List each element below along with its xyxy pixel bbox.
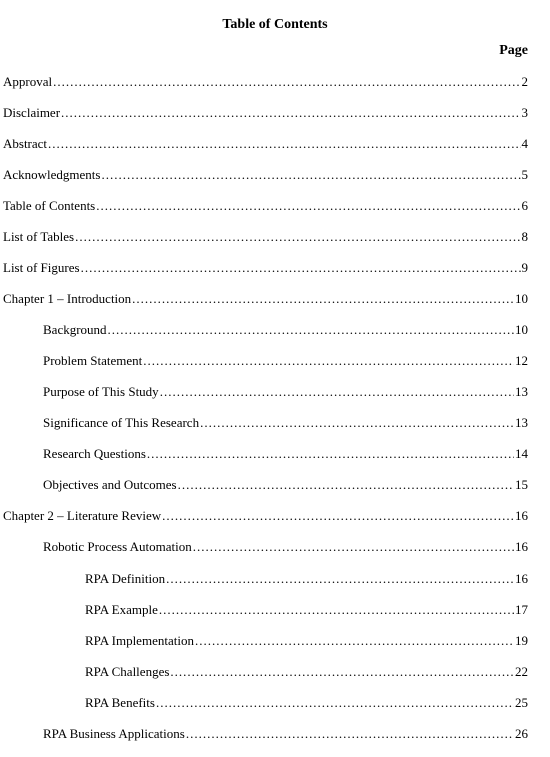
- dot-leader: [132, 289, 514, 309]
- toc-entry-label: Approval: [3, 74, 53, 89]
- toc-entry-label: Disclaimer: [3, 105, 61, 120]
- toc-entry-page: 2: [521, 74, 528, 89]
- toc-entry-page: 13: [515, 415, 528, 430]
- toc-entry-label: Background: [43, 322, 107, 337]
- dot-leader: [96, 196, 520, 216]
- toc-entry-page: 10: [515, 291, 528, 306]
- toc-entry-rpa-benefits[interactable]: [85, 693, 528, 713]
- toc-entry-label: RPA Implementation: [85, 633, 194, 648]
- toc-entry-page: 16: [515, 539, 528, 554]
- dot-leader: [147, 444, 514, 464]
- dot-leader: [156, 693, 514, 713]
- toc-entry-label: Significance of This Research: [43, 415, 200, 430]
- toc-entry-label: Purpose of This Study: [43, 384, 159, 399]
- dot-leader: [160, 382, 514, 402]
- toc-entry-page: 26: [515, 726, 528, 741]
- dot-leader: [61, 103, 520, 123]
- toc-entry-label: List of Tables: [3, 229, 75, 244]
- toc-entry-acknowledgments[interactable]: [3, 165, 528, 185]
- toc-entry-page: 6: [521, 198, 528, 213]
- dot-leader: [159, 600, 514, 620]
- toc-entry-page: 25: [515, 695, 528, 710]
- toc-entry-page: 4: [521, 136, 528, 151]
- toc-entry-page: 3: [521, 105, 528, 120]
- dot-leader: [53, 72, 520, 92]
- toc-entry-chapter-2[interactable]: [3, 506, 528, 526]
- toc-entry-rpa-implementation[interactable]: [85, 631, 528, 651]
- toc-entry-page: 16: [515, 571, 528, 586]
- toc-entry-objectives-and-outcomes[interactable]: [43, 475, 528, 495]
- toc-entry-rpa-definition[interactable]: [85, 569, 528, 589]
- toc-entry-problem-statement[interactable]: [43, 351, 528, 371]
- toc-entry-page: 19: [515, 633, 528, 648]
- toc-entry-page: 15: [515, 477, 528, 492]
- toc-entry-label: Table of Contents: [3, 198, 96, 213]
- toc-entry-rpa-example[interactable]: [85, 600, 528, 620]
- toc-entry-approval[interactable]: [3, 72, 528, 92]
- dot-leader: [162, 506, 514, 526]
- toc-entry-table-of-contents[interactable]: [3, 196, 528, 216]
- toc-entry-label: RPA Challenges: [85, 664, 170, 679]
- toc-entry-label: Chapter 1 – Introduction: [3, 291, 132, 306]
- toc-entry-page: 9: [521, 260, 528, 275]
- toc-entry-label: Acknowledgments: [3, 167, 101, 182]
- toc-entry-label: Research Questions: [43, 446, 146, 461]
- dot-leader: [166, 569, 514, 589]
- toc-entry-label: List of Figures: [3, 260, 80, 275]
- toc-entry-page: 8: [521, 229, 528, 244]
- toc-entry-label: RPA Definition: [85, 571, 166, 586]
- toc-entry-page: 13: [515, 384, 528, 399]
- toc-entry-label: RPA Business Applications: [43, 726, 185, 741]
- toc-entry-label: Objectives and Outcomes: [43, 477, 177, 492]
- dot-leader: [48, 134, 520, 154]
- dot-leader: [101, 165, 520, 185]
- toc-entry-abstract[interactable]: [3, 134, 528, 154]
- dot-leader: [186, 724, 514, 744]
- toc-entry-page: 10: [515, 322, 528, 337]
- toc-entry-page: 22: [515, 664, 528, 679]
- toc-entry-research-questions[interactable]: [43, 444, 528, 464]
- dot-leader: [108, 320, 514, 340]
- toc-entry-background[interactable]: [43, 320, 528, 340]
- dot-leader: [143, 351, 514, 371]
- toc-entry-chapter-1[interactable]: [3, 289, 528, 309]
- page-column-header: Page: [499, 43, 528, 58]
- toc-entry-page: 12: [515, 353, 528, 368]
- toc-entry-label: Chapter 2 – Literature Review: [3, 508, 162, 523]
- dot-leader: [75, 227, 520, 247]
- toc-entry-disclaimer[interactable]: [3, 103, 528, 123]
- toc-entry-page: 14: [515, 446, 528, 461]
- toc-entry-purpose-of-this-study[interactable]: [43, 382, 528, 402]
- toc-entry-page: 5: [521, 167, 528, 182]
- dot-leader: [178, 475, 514, 495]
- toc-entry-significance[interactable]: [43, 413, 528, 433]
- dot-leader: [200, 413, 514, 433]
- toc-entry-list-of-tables[interactable]: [3, 227, 528, 247]
- toc-entry-page: 17: [515, 602, 528, 617]
- toc-entry-label: Robotic Process Automation: [43, 539, 192, 554]
- page-title: Table of Contents: [222, 17, 328, 32]
- dot-leader: [193, 537, 514, 557]
- toc-entry-label: Problem Statement: [43, 353, 143, 368]
- toc-entry-rpa-business-applications[interactable]: [43, 724, 528, 744]
- toc-entry-label: Abstract: [3, 136, 48, 151]
- toc-entry-page: 16: [515, 508, 528, 523]
- toc-entry-label: RPA Benefits: [85, 695, 155, 710]
- toc-entry-label: RPA Example: [85, 602, 158, 617]
- toc-entry-robotic-process-automation[interactable]: [43, 537, 528, 557]
- dot-leader: [195, 631, 514, 651]
- toc-entry-list-of-figures[interactable]: [3, 258, 528, 278]
- dot-leader: [170, 662, 514, 682]
- toc-entry-rpa-challenges[interactable]: [85, 662, 528, 682]
- dot-leader: [81, 258, 521, 278]
